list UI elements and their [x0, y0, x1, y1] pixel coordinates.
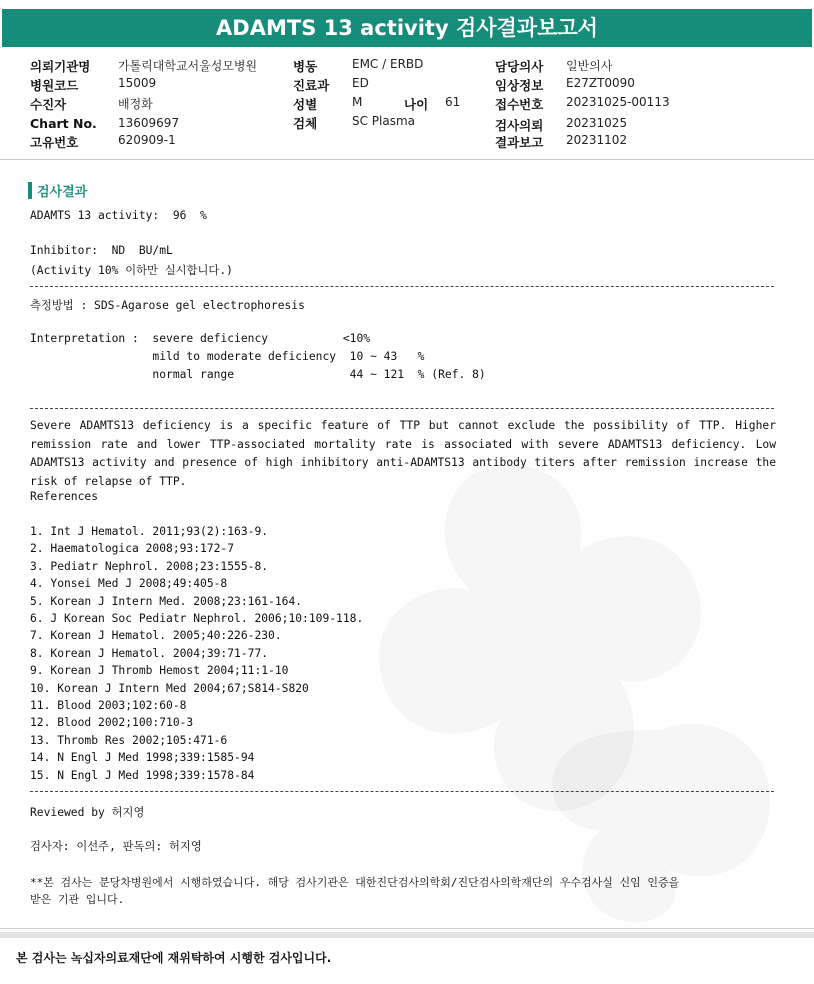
- reference-item: 4. Yonsei Med J 2008;49:405-8: [30, 577, 228, 591]
- title-bar: [0, 0, 814, 56]
- reference-item: 14. N Engl J Med 1998;339:1585-94: [30, 751, 255, 765]
- label-physician: 담당의사: [495, 59, 544, 74]
- value-receipt-no: 20231025-00113: [566, 95, 670, 109]
- value-hospital-code: 15009: [118, 76, 157, 90]
- divider: [30, 286, 774, 287]
- label-department: 진료과: [293, 78, 330, 93]
- activity-result: ADAMTS 13 activity: 96 %: [30, 209, 207, 222]
- inhibitor-result: Inhibitor: ND BU/mL: [30, 244, 173, 257]
- reference-item: 12. Blood 2002;100:710-3: [30, 716, 194, 730]
- value-request-date: 20231025: [566, 116, 628, 130]
- value-age: 61: [445, 95, 461, 109]
- value-clinical-info: E27ZT0090: [566, 76, 635, 90]
- reference-item: 11. Blood 2003;102:60-8: [30, 699, 187, 712]
- header-divider: [0, 159, 814, 160]
- reference-item: 7. Korean J Hematol. 2005;40:226-230.: [30, 629, 282, 643]
- label-requesting-institution: 의뢰기관명: [30, 59, 91, 74]
- label-patient-name: 수진자: [30, 97, 67, 112]
- value-specimen: SC Plasma: [352, 114, 416, 128]
- value-patient-name: 배정화: [118, 97, 153, 111]
- section-title: 검사결과: [37, 184, 88, 200]
- label-receipt-no: 접수번호: [495, 97, 544, 112]
- label-clinical-info: 임상정보: [495, 78, 544, 93]
- footer-band: [0, 932, 814, 938]
- watermark-logo: [330, 430, 810, 930]
- method-line: 측정방법 : SDS-Agarose gel electrophoresis: [30, 299, 305, 312]
- examiners: 검사자: 이선주, 판독의: 허지영: [30, 840, 202, 853]
- note-line: 받은 기관 입니다.: [30, 893, 125, 906]
- reference-item: 13. Thromb Res 2002;105:471-6: [30, 733, 228, 747]
- section-accent-bar: [28, 182, 32, 199]
- label-specimen: 검체: [293, 116, 318, 131]
- interpretation-line: Interpretation : severe deficiency <10%: [30, 332, 371, 345]
- label-sex: 성별: [293, 97, 318, 112]
- value-sex: M: [352, 95, 363, 109]
- divider: [30, 408, 774, 409]
- reference-item: 10. Korean J Intern Med 2004;67;S814-S820: [30, 681, 309, 695]
- inhibitor-note: (Activity 10% 이하만 실시합니다.): [30, 264, 233, 277]
- value-ward: EMC / ERBD: [352, 57, 424, 71]
- reviewed-by: Reviewed by 허지영: [30, 806, 145, 819]
- interpretation-line: normal range 44 ~ 121 % (Ref. 8): [30, 368, 486, 381]
- reference-item: 6. J Korean Soc Pediatr Nephrol. 2006;10:109-118.: [30, 612, 364, 625]
- label-chart-no: Chart No.: [30, 116, 97, 131]
- value-chart-no: 13609697: [118, 116, 180, 130]
- value-requesting-institution: 가톨릭대학교서울성모병원: [118, 59, 258, 73]
- value-unique-id: 620909-1: [118, 133, 176, 147]
- interpretation-line: mild to moderate deficiency 10 ~ 43 %: [30, 350, 425, 363]
- comment-paragraph: Severe ADAMTS13 deficiency is a specific feature of TTP but cannot exclude the possibility of TTP. Higher remission rate and lower TTP-associated mortality rate is associated with severe ADAMTS13 deficiency. Low ADAMTS13 activity and presence of high inhibitory anti-ADAMTS13 antibody titers after remission increase the risk of relapse of TTP.: [30, 419, 776, 488]
- label-unique-id: 고유번호: [30, 135, 79, 150]
- value-department: ED: [352, 76, 369, 90]
- label-report-date: 결과보고: [495, 135, 544, 150]
- value-report-date: 20231102: [566, 133, 628, 147]
- reference-item: 9. Korean J Thromb Hemost 2004;11:1-10: [30, 664, 289, 678]
- label-ward: 병동: [293, 59, 318, 74]
- reference-item: 2. Haematologica 2008;93:172-7: [30, 542, 235, 556]
- label-request-date: 검사의뢰: [495, 118, 544, 133]
- footer-note: 본 검사는 녹십자의료재단에 재위탁하여 시행한 검사입니다.: [16, 951, 332, 965]
- reference-item: 3. Pediatr Nephrol. 2008;23:1555-8.: [30, 559, 269, 573]
- reference-item: 5. Korean J Intern Med. 2008;23:161-164.: [30, 594, 303, 608]
- label-hospital-code: 병원코드: [30, 78, 79, 93]
- value-physician: 일반의사: [566, 59, 613, 73]
- reference-item: 15. N Engl J Med 1998;339:1578-84: [30, 768, 255, 782]
- footer-divider: [0, 928, 814, 929]
- references-title: References: [30, 490, 99, 503]
- note-line: **본 검사는 분당차병원에서 시행하였습니다. 해당 검사기관은 대한진단검사의학회/진단검사의학재단의 우수검사실 신임 인증을: [30, 876, 680, 889]
- reference-item: 1. Int J Hematol. 2011;93(2):163-9.: [30, 525, 269, 538]
- label-age: 나이: [404, 97, 429, 112]
- reference-item: 8. Korean J Hematol. 2004;39:71-77.: [30, 646, 269, 660]
- divider: [30, 791, 774, 792]
- report-title: ADAMTS 13 activity 검사결과보고서: [2, 9, 812, 47]
- section-header: [28, 181, 87, 199]
